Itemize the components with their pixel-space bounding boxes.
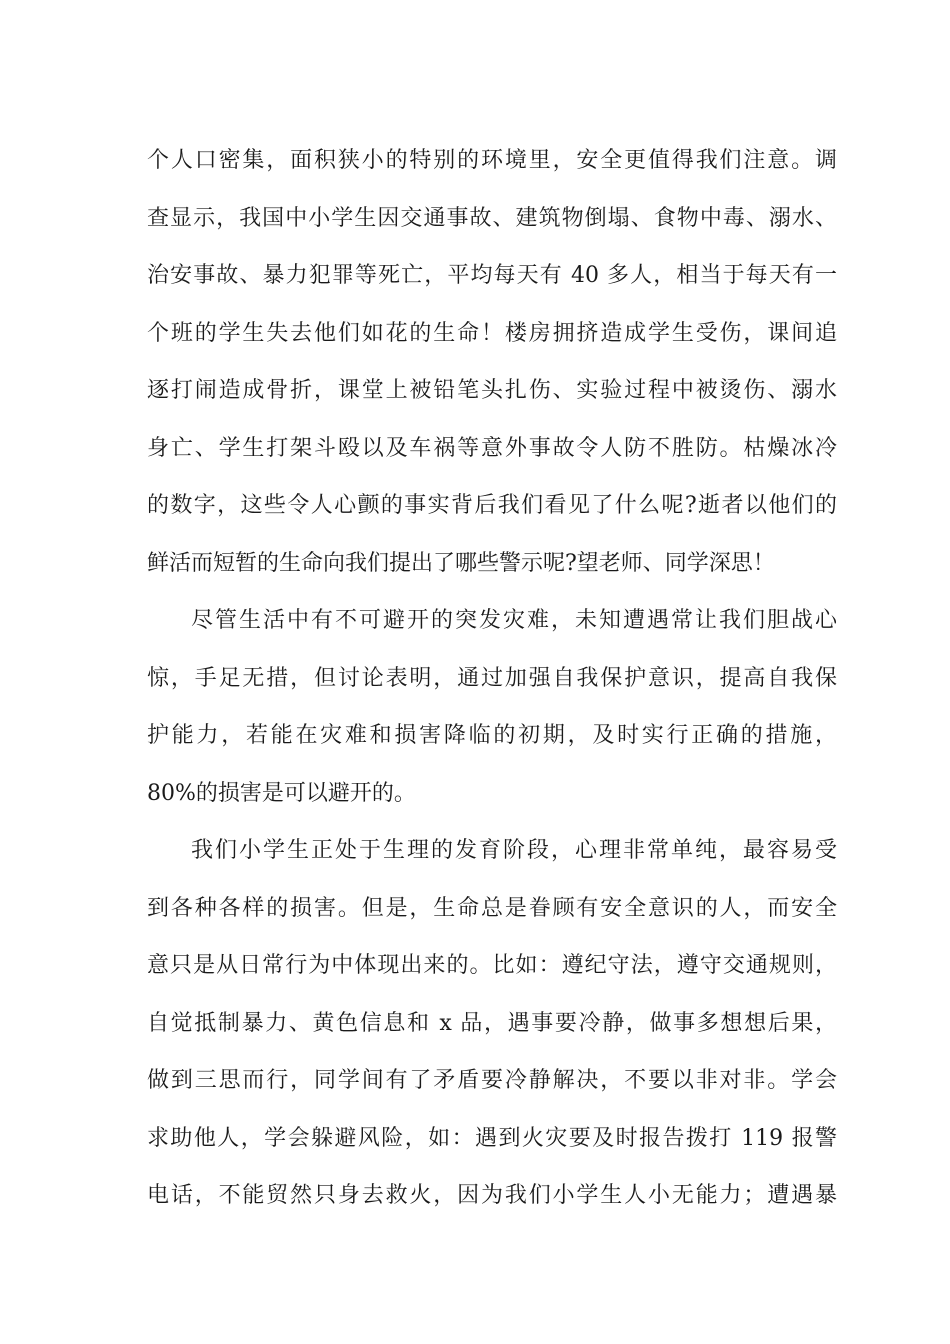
text-line-2: 查显示，我国中小学生因交通事故、建筑物倒塌、食物中毒、溺水、 [147, 205, 837, 231]
text-line-7: 的数字，这些令人心颤的事实背后我们看见了什么呢?逝者以他们的 [147, 493, 837, 518]
text-line-13: 我们小学生正处于生理的发育阶段，心理非常单纯，最容易受 [191, 838, 837, 863]
text-line-15: 意只是从日常行为中体现出来的。比如：遵纪守法，遵守交通规则， [147, 953, 837, 978]
text-line-19: 电话，不能贸然只身去救火，因为我们小学生人小无能力；遭遇暴 [147, 1183, 837, 1208]
text-line-5: 逐打闹造成骨折，课堂上被铅笔头扎伤、实验过程中被烫伤、溺水 [147, 378, 837, 403]
text-line-16: 自觉抵制暴力、黄色信息和 x 品，遇事要冷静，做事多想想后果， [147, 1010, 837, 1036]
text-line-11: 护能力，若能在灾难和损害降临的初期，及时实行正确的措施， [147, 723, 837, 748]
text-line-9: 尽管生活中有不可避开的突发灾难，未知遭遇常让我们胆战心 [191, 608, 837, 633]
document-body [147, 132, 837, 1225]
text-line-17: 做到三思而行，同学间有了矛盾要冷静解决，不要以非对非。学会 [147, 1068, 837, 1093]
text-line-4: 个班的学生失去他们如花的生命！楼房拥挤造成学生受伤，课间追 [147, 320, 837, 346]
text-line-14: 到各种各样的损害。但是，生命总是眷顾有安全意识的人，而安全 [147, 895, 837, 921]
text-line-1: 个人口密集，面积狭小的特别的环境里，安全更值得我们注意。调 [147, 148, 837, 173]
text-line-3: 治安事故、暴力犯罪等死亡，平均每天有 40 多人，相当于每天有一 [147, 263, 837, 288]
text-line-10: 惊，手足无措，但讨论表明，通过加强自我保护意识，提高自我保 [147, 665, 837, 691]
text-line-12: 80%的损害是可以避开的。 [147, 780, 416, 806]
text-line-8: 鲜活而短暂的生命向我们提出了哪些警示呢?望老师、同学深思！ [147, 550, 775, 576]
text-line-6: 身亡、学生打架斗殴以及车祸等意外事故令人防不胜防。枯燥冰冷 [147, 435, 837, 461]
text-line-18: 求助他人，学会躲避风险，如：遇到火灾要及时报告拨打 119 报警 [147, 1125, 837, 1151]
